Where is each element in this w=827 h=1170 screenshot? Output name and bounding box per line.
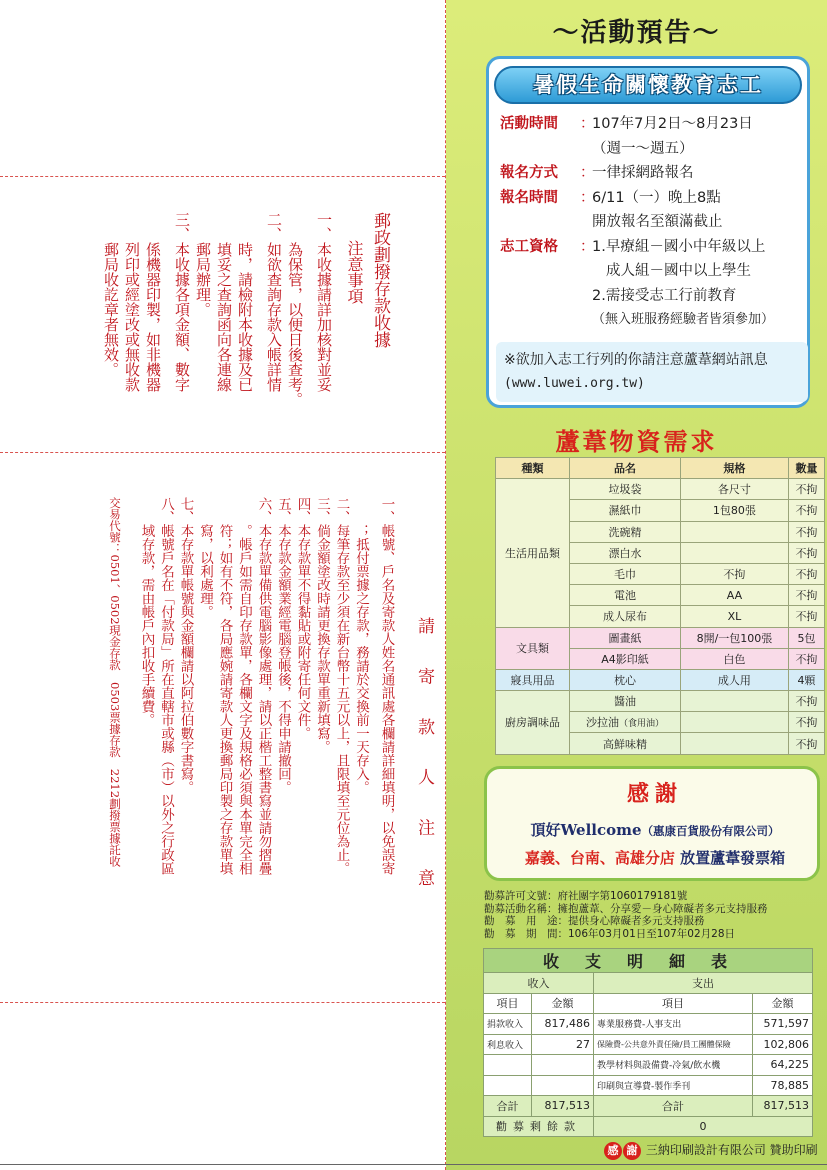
qualification-2b: （無入班服務經驗者皆須參加） [592,312,775,327]
signup-value-2: 開放報名至額滿截止 [592,214,723,230]
item-name: 圖畫紙 [570,627,681,648]
item-qty: 不拘 [788,606,824,627]
notice-item: 為保管，以便日後查考。 [286,212,304,407]
item-name-note: （食用油） [618,719,664,730]
thanks-sponsor-line [487,819,823,840]
item-qty: 不拘 [788,691,824,712]
finance-section-row [484,973,813,994]
notice-item: 域存款，需由帳戶內扣收手續費。 [138,497,155,727]
income-item: 利息收入 [484,1034,532,1055]
notice-item: 符；如有不符，各局應婉請寄款人更換郵局印製之存款單填 [216,497,233,875]
notice-item: ；抵付票據之存款，務請於交換前一天存入。 [353,497,369,794]
finance-table [483,948,813,1137]
notice-item: 六、本存款單備供電腦影像處理，請以正楷工整書寫並請勿摺疊 [255,497,272,875]
website-note [496,342,808,402]
item-spec: 1包80張 [680,500,788,521]
notice-item: 二、每筆存款至少須在新台幣十五元以上，且限填至元位為止。 [333,497,350,875]
expense-amount: 64,225 [753,1055,813,1076]
col-item: 項目 [484,993,532,1014]
col-item: 項目 [594,993,753,1014]
header-category: 種類 [496,458,570,479]
item-name-text: 沙拉油 [585,716,619,730]
receipt-notice-subtitle: 注意事項 [345,240,364,304]
item-spec: XL [680,606,788,627]
expense-amount: 102,806 [753,1034,813,1055]
notice-item: 時，請檢附本收據及已 [236,212,254,392]
item-qty: 5包 [788,627,824,648]
receipt-notice-title: 郵政劃撥存款收據 [370,212,390,348]
col-amount: 金額 [753,993,813,1014]
income-label: 收入 [484,973,594,994]
table-row [484,1034,813,1055]
qualification-1b: 成人組－國中以上學生 [606,263,751,279]
header-item: 品名 [570,458,681,479]
notice-item: 七、本存款單帳號與金額欄請以阿拉伯數字書寫。 [177,497,194,794]
col-amount: 金額 [532,993,594,1014]
expense-total: 817,513 [753,1096,813,1117]
time-label: 活動時間 [500,116,558,132]
notice-item: 寫，以利處理。 [197,497,213,619]
income-amount: 817,486 [532,1014,594,1035]
permit-line: 勸 募 期 間：106年03月01日至107年02月28日 [484,927,736,940]
method-label: 報名方式 [500,165,558,181]
notice-item: 二、如欲查詢存款入帳詳情 [265,212,283,392]
qualification-label: 志工資格 [500,238,558,255]
website-url[interactable]: (www.luwei.org.tw) [504,376,645,391]
item-qty: 不拘 [788,500,824,521]
info-panel [446,0,827,1170]
activity-title: 暑假生命關懷教育志工 [494,66,802,104]
expense-amount: 78,885 [753,1075,813,1096]
sponsor-company: （惠康百貨股份有限公司） [641,824,780,838]
table-row [496,669,825,690]
permit-line: 勸 募 用 途：提供身心障礙者多元支持服務 [484,915,705,927]
notice-item: 填妥之查詢函向各連線 [215,212,233,392]
category-cell: 寢具用品 [496,669,570,690]
balance-value: 0 [594,1116,813,1137]
income-item: 捐款收入 [484,1014,532,1035]
item-name: 電池 [570,585,681,606]
qualification-1: 1.早療組－國小中年級以上 [592,238,766,255]
table-row [496,691,825,712]
fundraising-permit [484,890,824,940]
depositor-notice-title: 請 寄 款 人 注 意 [414,617,434,901]
thanks-title: 感謝 [626,782,683,807]
item-name [570,712,681,733]
income-amount: 27 [532,1034,594,1055]
empty-cell [532,1075,594,1096]
expense-item: 印刷與宣導費-製作季刊 [594,1075,753,1096]
item-spec: AA [680,585,788,606]
activity-details [500,112,804,333]
notice-item: 三、本收據各項金額、數字 [173,212,191,392]
item-spec: 白色 [680,648,788,669]
item-spec [680,521,788,542]
table-row [496,627,825,648]
item-name: 洗碗精 [570,521,681,542]
thanks-seal: 謝 [623,1142,641,1160]
expense-item: 專業服務費-人事支出 [594,1014,753,1035]
permit-line: 勸募許可文號：府社團字第1060179181號 [484,890,688,902]
item-qty: 不拘 [788,733,824,754]
method-value: 一律採網路報名 [592,165,694,181]
header-spec: 規格 [680,458,788,479]
notice-item: 係機器印製，如非機器 [144,212,162,392]
item-spec: 各尺寸 [680,479,788,500]
item-name: 枕心 [570,669,681,690]
print-sponsor-text: 三納印刷設計有限公司 贊助印刷 [645,1143,818,1157]
expense-label: 支出 [594,973,813,994]
item-name: 垃圾袋 [570,479,681,500]
item-name: A4影印紙 [570,648,681,669]
cut-line [0,452,445,453]
transaction-codes: 交易代號：0501、0502現金存款 0503票據存款 2212劃撥票據託收 [108,497,122,868]
receipt-notice [45,212,390,432]
notice-item: 。帳戶如需自印存款單，各欄文字及規格必須與本單完全相 [236,497,252,875]
notice-item: 三、倘金額塗改時請更換存款單重新填寫。 [314,497,330,754]
item-spec: 8開/一包100張 [680,627,788,648]
item-name: 濕紙巾 [570,500,681,521]
category-cell: 文具類 [496,627,570,669]
notice-item: 一、本收據請詳加核對並妥 [315,212,333,392]
signup-value: 6/11（一）晚上8點 [592,189,721,206]
colon: ： [580,238,595,255]
thanks-seal: 感 [604,1142,622,1160]
thanks-branch-line [487,847,823,868]
note-text: ※欲加入志工行列的你請注意蘆葦網站訊息 [504,352,768,368]
qualification-2: 2.需接受志工行前教育 [592,287,737,304]
time-value: 107年7月2日～8月23日 [592,116,753,132]
item-name: 醬油 [570,691,681,712]
expense-item: 保險費-公共意外責任險/員工團體保險 [594,1034,753,1055]
item-qty: 不拘 [788,521,824,542]
item-spec [680,542,788,563]
empty-cell [532,1055,594,1076]
empty-cell [484,1055,532,1076]
item-qty: 不拘 [788,585,824,606]
permit-line: 勸募活動名稱：擁抱蘆葦、分享愛－身心障礙者多元支持服務 [484,902,768,915]
item-qty: 4顆 [788,669,824,690]
item-qty: 不拘 [788,648,824,669]
item-name: 成人尿布 [570,606,681,627]
table-header-row [496,458,825,479]
notice-item: 一、帳號、戶名及寄款人姓名通訊處各欄請詳細填明，以免誤寄 [378,497,395,875]
notice-item: 列印或經塗改或無收款 [123,212,141,392]
notice-item: 八、帳號戶名在「付款局」所在直轄市或縣（市）以外之行政區 [158,497,174,875]
table-row [496,479,825,500]
notice-item: 郵局辦理。 [194,212,212,317]
notice-item: 郵局收訖章者無效。 [102,212,120,377]
time-days: （週一～週五） [592,140,694,157]
signup-label: 報名時間 [500,189,558,206]
item-name: 漂白水 [570,542,681,563]
item-qty: 不拘 [788,712,824,733]
header-qty: 數量 [788,458,824,479]
expense-item: 教學材料與設備費-冷氣/飲水機 [594,1055,753,1076]
empty-cell [484,1075,532,1096]
colon: ： [580,165,595,181]
table-row [484,1055,813,1076]
table-row [484,1075,813,1096]
finance-header-row [484,993,813,1014]
total-row [484,1096,813,1117]
colon: ： [580,116,595,132]
branches-action: 放置蘆葦發票箱 [680,849,786,867]
sponsor-name: 頂好Wellcome [530,821,642,839]
notice-item: 四、本存款單不得黏貼或附寄任何文件。 [294,497,311,740]
item-spec [680,712,788,733]
income-total: 817,513 [532,1096,594,1117]
cut-line [0,1002,445,1003]
cut-line [0,176,445,177]
category-cell: 廚房調味品 [496,691,570,755]
colon: ： [580,189,595,206]
item-name: 高鮮味精 [570,733,681,754]
supplies-table [495,457,825,755]
depositor-notice [28,497,433,927]
total-label: 合計 [484,1096,532,1117]
balance-label: 勸募剩餘款 [484,1116,594,1137]
item-qty: 不拘 [788,563,824,584]
branches: 嘉義、台南、高雄分店 [524,849,675,867]
item-qty: 不拘 [788,479,824,500]
bottom-rule [0,1164,827,1165]
item-qty: 不拘 [788,542,824,563]
activity-banner: ～活動預告～ [552,18,721,48]
balance-row [484,1116,813,1137]
notice-item: 五、本存款金額業經電腦登帳後，不得申請撤回。 [275,497,291,794]
item-spec: 成人用 [680,669,788,690]
finance-title: 收支明細表 [484,949,813,973]
print-sponsor [604,1141,824,1160]
thanks-card [484,766,820,881]
category-cell: 生活用品類 [496,479,570,627]
item-spec [680,691,788,712]
item-name: 毛巾 [570,563,681,584]
supplies-title: 蘆葦物資需求 [555,428,718,456]
expense-amount: 571,597 [753,1014,813,1035]
item-spec: 不拘 [680,563,788,584]
item-spec [680,733,788,754]
total-label: 合計 [594,1096,753,1117]
table-row [484,1014,813,1035]
